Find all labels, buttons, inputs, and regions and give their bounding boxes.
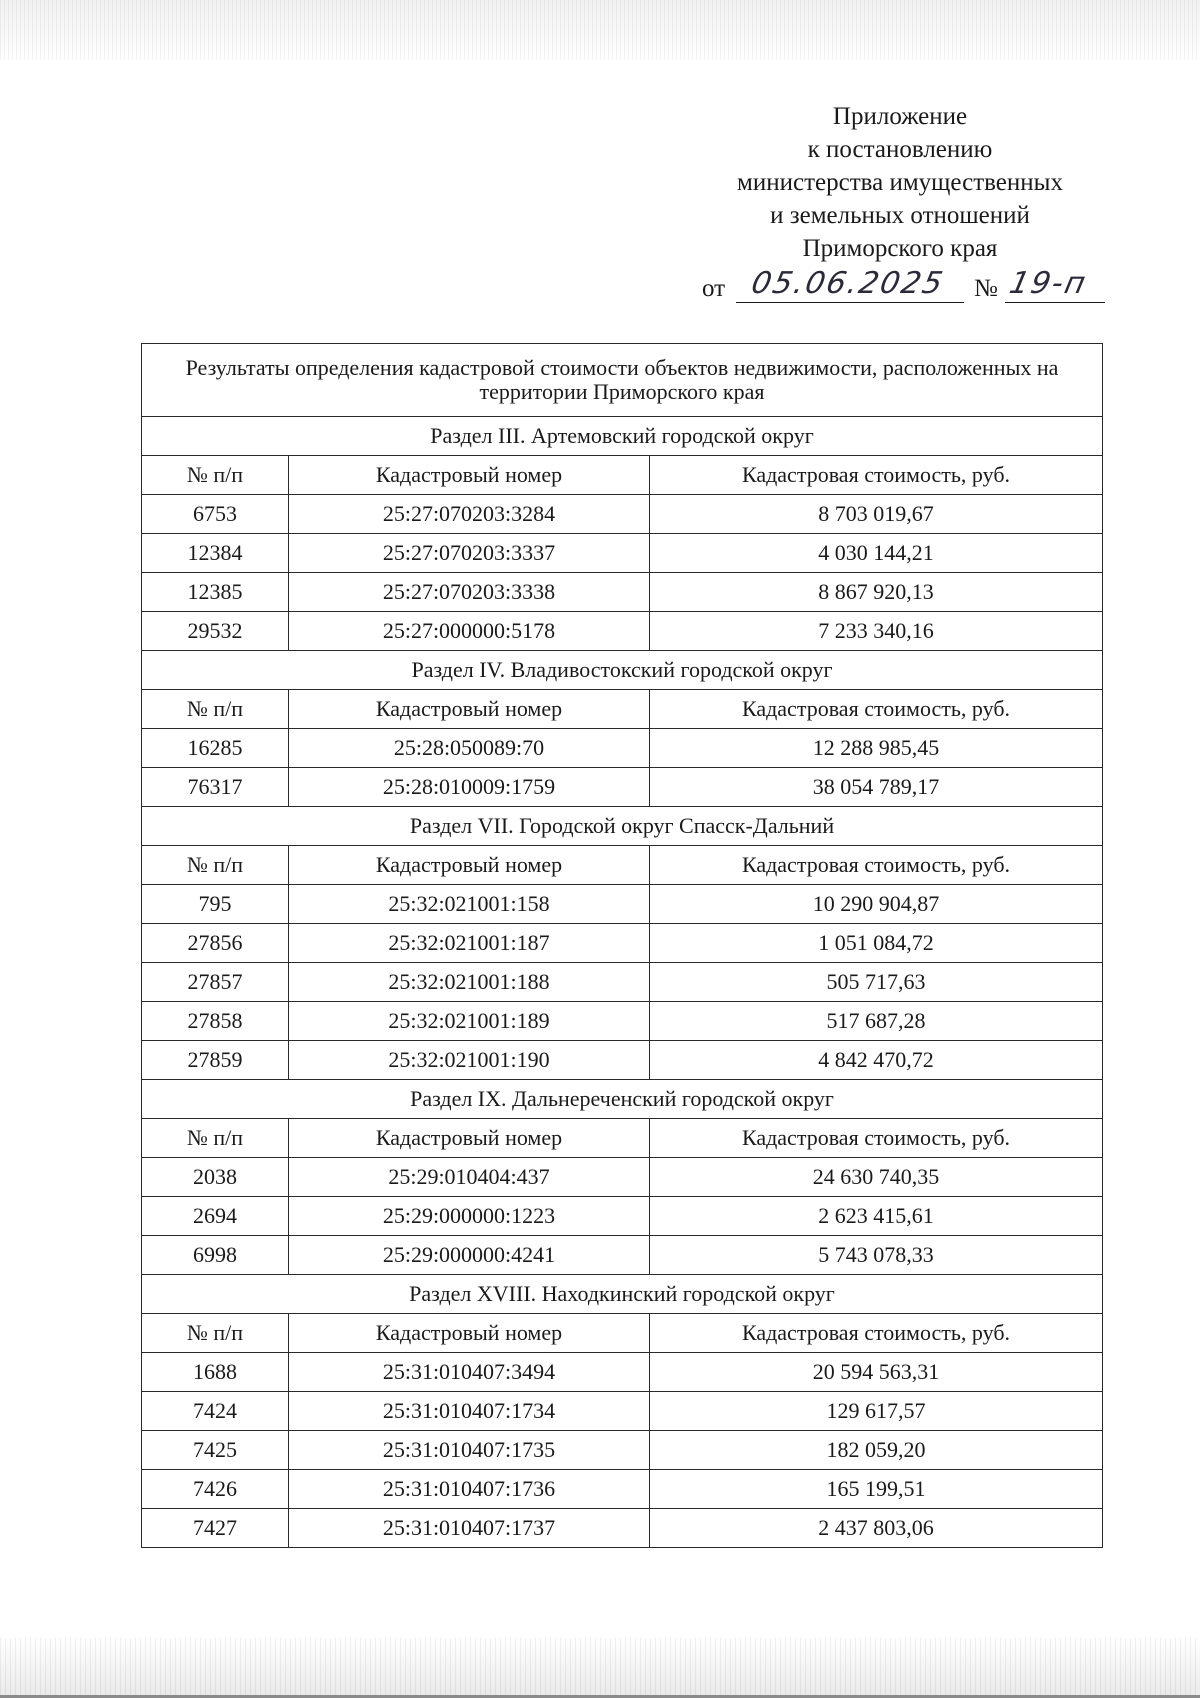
cadastral-number-cell: 25:31:010407:1735 xyxy=(289,1431,650,1470)
cadastral-number-cell: 25:31:010407:1736 xyxy=(289,1470,650,1509)
column-header-cadastral-value: Кадастровая стоимость, руб. xyxy=(650,1314,1103,1353)
table-row xyxy=(142,534,1103,573)
row-number-cell: 27857 xyxy=(142,963,289,1002)
cadastral-value-cell: 129 617,57 xyxy=(650,1392,1103,1431)
table-row xyxy=(142,1353,1103,1392)
cadastral-value-cell: 24 630 740,35 xyxy=(650,1158,1103,1197)
cadastral-value-cell: 8 867 920,13 xyxy=(650,573,1103,612)
cadastral-value-cell: 505 717,63 xyxy=(650,963,1103,1002)
cadastral-number-cell: 25:28:050089:70 xyxy=(289,729,650,768)
table-row xyxy=(142,1431,1103,1470)
column-header-cadastral-value: Кадастровая стоимость, руб. xyxy=(650,456,1103,495)
row-number-cell: 6998 xyxy=(142,1236,289,1275)
row-number-cell: 7427 xyxy=(142,1509,289,1548)
cadastral-value-cell: 8 703 019,67 xyxy=(650,495,1103,534)
row-number-cell: 27858 xyxy=(142,1002,289,1041)
cadastral-value-table xyxy=(141,343,1103,1548)
row-number-cell: 29532 xyxy=(142,612,289,651)
table-row xyxy=(142,885,1103,924)
appendix-line-4: и земельных отношений xyxy=(770,202,1030,229)
row-number-cell: 795 xyxy=(142,885,289,924)
cadastral-number-cell: 25:27:070203:3284 xyxy=(289,495,650,534)
cadastral-value-cell: 12 288 985,45 xyxy=(650,729,1103,768)
cadastral-number-cell: 25:32:021001:158 xyxy=(289,885,650,924)
row-number-cell: 12385 xyxy=(142,573,289,612)
column-header-cadastral-value: Кадастровая стоимость, руб. xyxy=(650,1119,1103,1158)
cadastral-value-cell: 1 051 084,72 xyxy=(650,924,1103,963)
number-prefix: № xyxy=(974,275,998,302)
table-row xyxy=(142,729,1103,768)
cadastral-number-cell: 25:28:010009:1759 xyxy=(289,768,650,807)
scan-artifact-top xyxy=(0,0,1200,60)
column-header-number: № п/п xyxy=(142,846,289,885)
resolution-date-number xyxy=(702,266,1112,306)
section-row xyxy=(142,417,1103,456)
row-number-cell: 12384 xyxy=(142,534,289,573)
table-row xyxy=(142,1509,1103,1548)
cadastral-value-cell: 38 054 789,17 xyxy=(650,768,1103,807)
table-row xyxy=(142,1470,1103,1509)
cadastral-value-cell: 2 623 415,61 xyxy=(650,1197,1103,1236)
column-header-number: № п/п xyxy=(142,1314,289,1353)
row-number-cell: 7426 xyxy=(142,1470,289,1509)
section-title: Раздел IX. Дальнереченский городской округ xyxy=(142,1080,1103,1119)
cadastral-value-cell: 5 743 078,33 xyxy=(650,1236,1103,1275)
cadastral-value-cell: 4 842 470,72 xyxy=(650,1041,1103,1080)
appendix-header xyxy=(700,100,1100,265)
section-row xyxy=(142,1080,1103,1119)
handwritten-date: 05.06.2025 xyxy=(748,266,948,301)
table-row xyxy=(142,495,1103,534)
table-row xyxy=(142,1236,1103,1275)
table-row xyxy=(142,1158,1103,1197)
section-title: Раздел III. Артемовский городской округ xyxy=(142,417,1103,456)
column-header-cadastral-number: Кадастровый номер xyxy=(289,1314,650,1353)
column-header-number: № п/п xyxy=(142,690,289,729)
cadastral-value-cell: 165 199,51 xyxy=(650,1470,1103,1509)
date-prefix: от xyxy=(702,275,726,302)
row-number-cell: 76317 xyxy=(142,768,289,807)
cadastral-number-cell: 25:31:010407:1734 xyxy=(289,1392,650,1431)
cadastral-number-cell: 25:32:021001:187 xyxy=(289,924,650,963)
cadastral-value-cell: 10 290 904,87 xyxy=(650,885,1103,924)
appendix-line-1: Приложение xyxy=(832,103,968,130)
column-header-cadastral-number: Кадастровый номер xyxy=(289,690,650,729)
cadastral-number-cell: 25:32:021001:188 xyxy=(289,963,650,1002)
table-body xyxy=(142,344,1103,1548)
cadastral-number-cell: 25:27:070203:3337 xyxy=(289,534,650,573)
cadastral-value-cell: 517 687,28 xyxy=(650,1002,1103,1041)
section-title: Раздел IV. Владивостокский городской округ xyxy=(142,651,1103,690)
row-number-cell: 27859 xyxy=(142,1041,289,1080)
column-header-cadastral-value: Кадастровая стоимость, руб. xyxy=(650,846,1103,885)
column-header-number: № п/п xyxy=(142,1119,289,1158)
column-header-number: № п/п xyxy=(142,456,289,495)
table-row xyxy=(142,768,1103,807)
section-title: Раздел XVIII. Находкинский городской округ xyxy=(142,1275,1103,1314)
cadastral-value-cell: 20 594 563,31 xyxy=(650,1353,1103,1392)
column-header-cadastral-number: Кадастровый номер xyxy=(289,456,650,495)
cadastral-number-cell: 25:29:010404:437 xyxy=(289,1158,650,1197)
cadastral-value-cell: 182 059,20 xyxy=(650,1431,1103,1470)
cadastral-number-cell: 25:27:000000:5178 xyxy=(289,612,650,651)
column-header-row xyxy=(142,1314,1103,1353)
row-number-cell: 16285 xyxy=(142,729,289,768)
table-row xyxy=(142,963,1103,1002)
appendix-line-2: к постановлению xyxy=(807,136,993,163)
table-row xyxy=(142,612,1103,651)
section-row xyxy=(142,1275,1103,1314)
section-row xyxy=(142,807,1103,846)
cadastral-number-cell: 25:31:010407:3494 xyxy=(289,1353,650,1392)
appendix-line-5: Приморского края xyxy=(802,235,998,262)
row-number-cell: 27856 xyxy=(142,924,289,963)
number-underline xyxy=(1005,302,1105,303)
cadastral-number-cell: 25:31:010407:1737 xyxy=(289,1509,650,1548)
cadastral-number-cell: 25:29:000000:4241 xyxy=(289,1236,650,1275)
column-header-row xyxy=(142,690,1103,729)
table-row xyxy=(142,1002,1103,1041)
section-title: Раздел VII. Городской округ Спасск-Дальний xyxy=(142,807,1103,846)
table-row xyxy=(142,573,1103,612)
table-row xyxy=(142,1392,1103,1431)
date-underline xyxy=(736,302,964,303)
cadastral-number-cell: 25:29:000000:1223 xyxy=(289,1197,650,1236)
cadastral-number-cell: 25:27:070203:3338 xyxy=(289,573,650,612)
row-number-cell: 6753 xyxy=(142,495,289,534)
cadastral-number-cell: 25:32:021001:190 xyxy=(289,1041,650,1080)
row-number-cell: 7424 xyxy=(142,1392,289,1431)
column-header-cadastral-number: Кадастровый номер xyxy=(289,1119,650,1158)
table-row xyxy=(142,924,1103,963)
section-row xyxy=(142,651,1103,690)
cadastral-value-cell: 2 437 803,06 xyxy=(650,1509,1103,1548)
table-title: Результаты определения кадастровой стоимости объектов недвижимости, расположенных на территории Приморского края xyxy=(142,344,1103,417)
column-header-row xyxy=(142,456,1103,495)
appendix-line-3: министерства имущественных xyxy=(737,169,1063,196)
row-number-cell: 2038 xyxy=(142,1158,289,1197)
row-number-cell: 7425 xyxy=(142,1431,289,1470)
table-title-row xyxy=(142,344,1103,417)
table-row xyxy=(142,1041,1103,1080)
cadastral-number-cell: 25:32:021001:189 xyxy=(289,1002,650,1041)
handwritten-number: 19-п xyxy=(1006,266,1091,301)
column-header-row xyxy=(142,1119,1103,1158)
row-number-cell: 2694 xyxy=(142,1197,289,1236)
table-row xyxy=(142,1197,1103,1236)
column-header-cadastral-number: Кадастровый номер xyxy=(289,846,650,885)
column-header-row xyxy=(142,846,1103,885)
cadastral-value-cell: 7 233 340,16 xyxy=(650,612,1103,651)
cadastral-value-cell: 4 030 144,21 xyxy=(650,534,1103,573)
column-header-cadastral-value: Кадастровая стоимость, руб. xyxy=(650,690,1103,729)
row-number-cell: 1688 xyxy=(142,1353,289,1392)
scan-artifact-bottom xyxy=(0,1638,1200,1698)
